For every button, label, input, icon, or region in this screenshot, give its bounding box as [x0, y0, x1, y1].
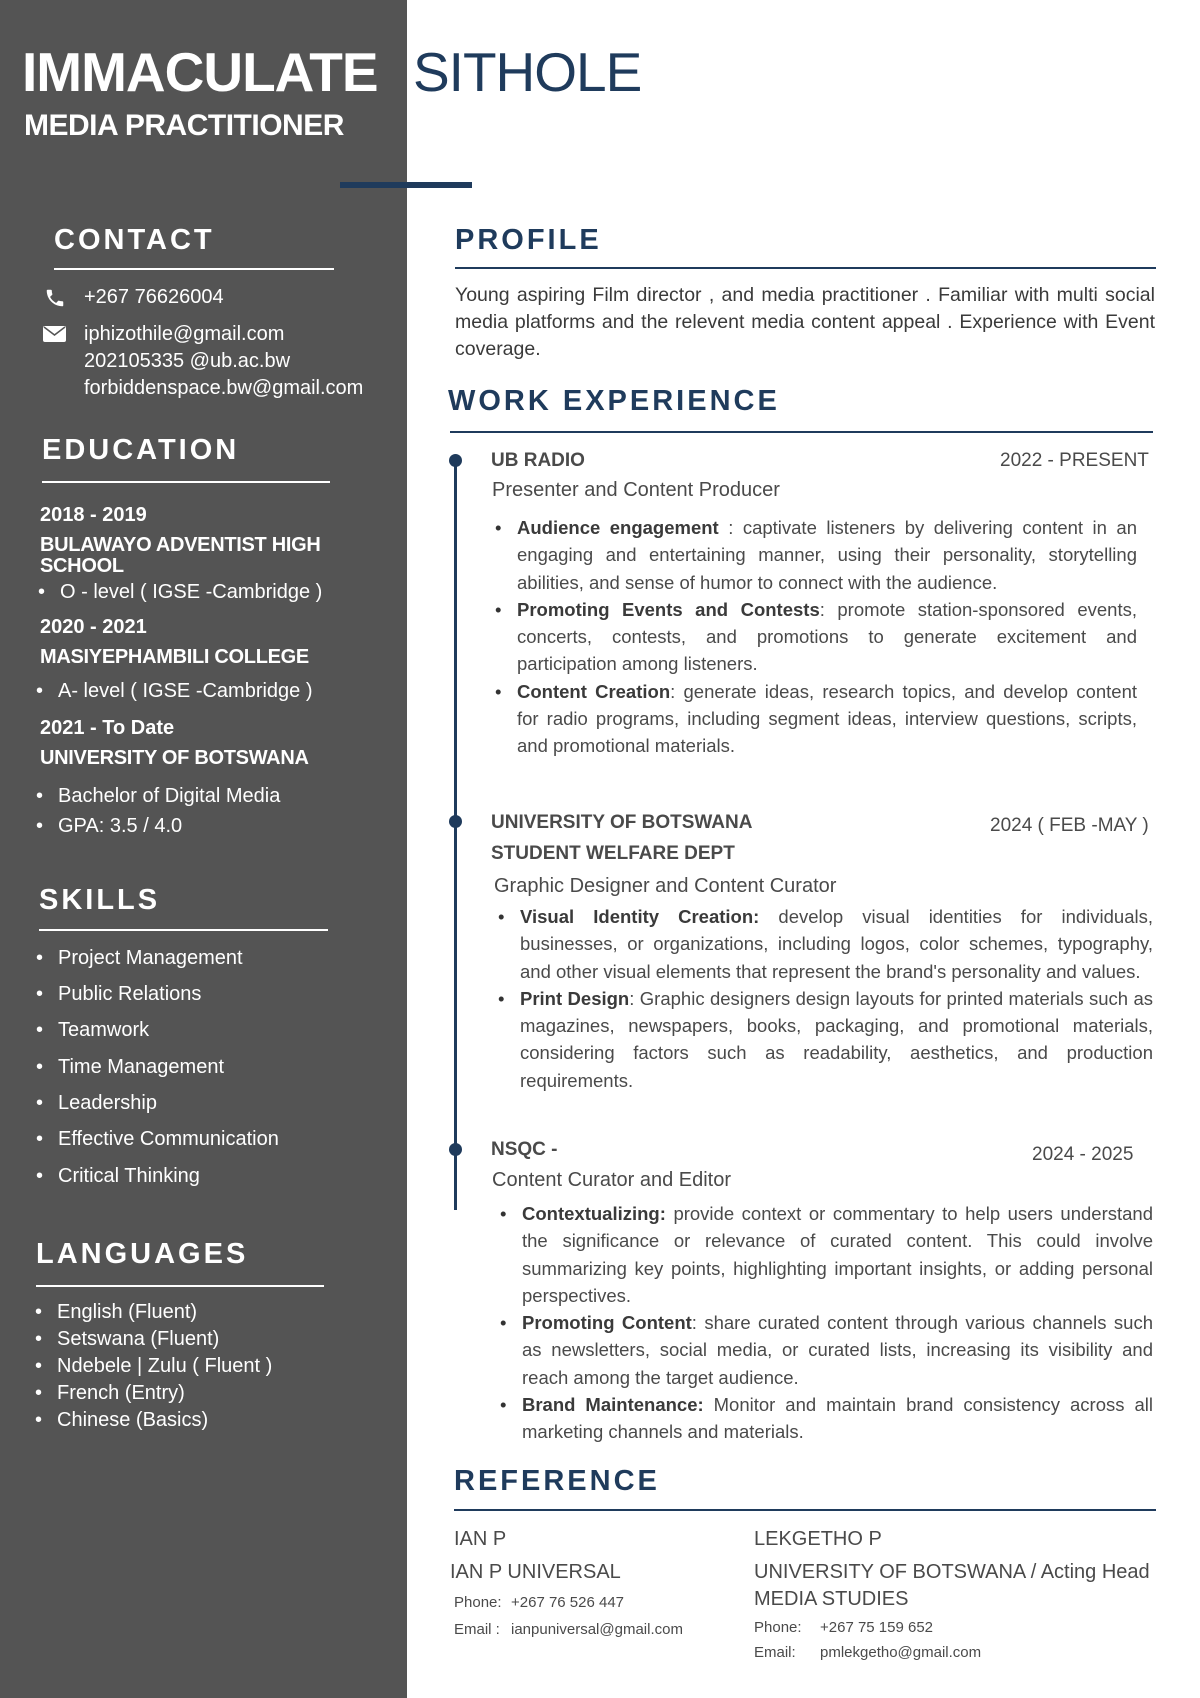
edu-school-1: BULAWAYO ADVENTIST HIGH SCHOOL — [40, 534, 321, 577]
edu-item-4: • GPA: 3.5 / 4.0 — [58, 815, 182, 838]
accent-bar — [340, 182, 472, 188]
ref-phone: +267 76 526 447 — [511, 1594, 625, 1611]
duty-item — [522, 1200, 1153, 1309]
language-item: • Ndebele | Zulu ( Fluent ) — [57, 1355, 272, 1378]
language-item: • French (Entry) — [57, 1382, 185, 1405]
duty-label: Brand Maintenance: — [522, 1394, 704, 1416]
language-item: • English (Fluent) — [57, 1301, 197, 1324]
contact-divider — [54, 268, 334, 270]
edu-item-2: • A- level ( IGSE -Cambridge ) — [58, 680, 313, 703]
edu-years-3: 2021 - To Date — [40, 717, 175, 739]
job-duties — [520, 903, 1153, 1094]
timeline-line — [454, 460, 457, 1210]
reference-divider — [454, 1509, 1156, 1511]
ref-phone: +267 75 159 652 — [820, 1619, 934, 1636]
language-item: • Chinese (Basics) — [57, 1409, 208, 1432]
contact-heading: CONTACT — [54, 224, 215, 256]
ref-name: IAN P — [454, 1528, 507, 1550]
timeline-dot — [449, 815, 462, 828]
duty-item: • Print Design: Graphic designers design layouts for printed materials such as magazines, newspapers, books, packaging, and promotional materials, considering factors such as readability, aesthetics, and production requirements. — [520, 985, 1153, 1094]
duty-text: captivate listeners by delivering content in an engaging and entertaining manner, using their personality, storytelling abilities, and sense of humor to connect with the audience. — [517, 517, 1137, 593]
skill-item: • Project Management — [58, 947, 243, 970]
ref-email-label: Email: — [754, 1644, 796, 1661]
education-heading: EDUCATION — [42, 434, 240, 466]
edu-school-2: MASIYEPHAMBILI COLLEGE — [40, 646, 309, 668]
ref-email-label: Email : — [454, 1621, 500, 1638]
duty-text: provide context or commentary to help users understand the significance or relevance of curated content. This could involve summarizing key points, highlighting important insights, or adding personal perspectives. — [522, 1203, 1153, 1306]
ref-email: pmlekgetho@gmail.com — [820, 1644, 982, 1661]
duty-item — [522, 1391, 1153, 1446]
duty-text: promote station-sponsored events, concerts, contests, and promotions to generate excitement and participation among listeners. — [517, 598, 1137, 675]
profile-heading: PROFILE — [455, 224, 602, 256]
duty-label: Visual Identity Creation: — [520, 906, 760, 927]
duty-text: Graphic designers design layouts for printed materials such as magazines, newspapers, books, packaging, and promotional materials, considering factors such as readability, aesthetics, and production requirements. — [520, 987, 1154, 1091]
ref-name: LEKGETHO P — [754, 1528, 882, 1550]
duty-item: • Promoting Content: share curated content through various channels such as newsletters, social media, or curated lists, increasing its visibility and reach among the target audience. — [522, 1309, 1153, 1391]
ref-phone-label: Phone: — [454, 1594, 502, 1611]
last-name: SITHOLE — [413, 41, 642, 103]
edu-years-1: 2018 - 2019 — [40, 504, 147, 526]
skill-item: • Public Relations — [58, 983, 201, 1006]
profile-divider — [455, 267, 1156, 269]
job-department: STUDENT WELFARE DEPT — [491, 843, 735, 864]
timeline-dot — [449, 1143, 462, 1156]
reference-heading: REFERENCE — [454, 1465, 660, 1497]
ref-phone-label: Phone: — [754, 1619, 802, 1636]
ref-org: UNIVERSITY OF BOTSWANA / Acting Head MEDIA STUDIES — [754, 1561, 1150, 1610]
job-org: UB RADIO — [491, 450, 585, 471]
duty-item: • Promoting Events and Contests: promote station-sponsored events, concerts, contests, and promotions to generate excitement and participation among listeners. — [517, 596, 1137, 678]
duty-label: Print Design — [520, 987, 630, 1009]
skills-heading: SKILLS — [39, 884, 161, 916]
contact-email-3: forbiddenspace.bw@gmail.com — [84, 377, 364, 399]
skill-item: • Critical Thinking — [58, 1165, 200, 1188]
duty-label: Content Creation — [517, 680, 671, 702]
edu-years-2: 2020 - 2021 — [40, 616, 147, 638]
duty-text: share curated content through various channels such as newsletters, social media, or curated lists, increasing its visibility and reach among the target audience. — [522, 1312, 1153, 1388]
work-divider — [450, 431, 1153, 433]
education-divider — [42, 481, 330, 483]
contact-email-1: iphizothile@gmail.com — [84, 323, 285, 345]
edu-school-3: UNIVERSITY OF BOTSWANA — [40, 747, 309, 769]
duty-item: • Content Creation: generate ideas, research topics, and develop content for radio programs, including segment ideas, interview questions, scripts, and promotional materials. — [517, 678, 1137, 760]
skill-item: • Time Management — [58, 1056, 224, 1079]
job-date: 2024 - 2025 — [1032, 1144, 1134, 1165]
ref-email: ianpuniversal@gmail.com — [511, 1621, 683, 1638]
ref-org: IAN P UNIVERSAL — [450, 1561, 621, 1583]
languages-heading: LANGUAGES — [36, 1238, 249, 1270]
edu-item-3: • Bachelor of Digital Media — [58, 785, 280, 808]
duty-item — [520, 903, 1153, 985]
duty-label: Promoting Events and Contests — [517, 598, 820, 620]
work-heading: WORK EXPERIENCE — [448, 385, 780, 417]
duty-label: Contextualizing: — [522, 1203, 666, 1224]
first-name: IMMACULATE — [22, 41, 378, 103]
skill-item: • Leadership — [58, 1092, 157, 1115]
duty-item: • Audience engagement : captivate listeners by delivering content in an engaging and entertaining manner, using their personality, storytelling abilities, and sense of humor to connect with the audience. — [517, 514, 1137, 596]
duty-text: Monitor and maintain brand consistency across all marketing channels and materials. — [522, 1394, 1153, 1443]
timeline-dot — [449, 454, 462, 467]
job-duties — [517, 514, 1137, 760]
duty-text: develop visual identities for individuals, businesses, or organizations, including logos, color schemes, typography, and other visual elements that represent the brand's personality and values. — [520, 906, 1153, 982]
job-role: Graphic Designer and Content Curator — [494, 875, 837, 897]
job-role: Content Curator and Editor — [492, 1169, 732, 1191]
envelope-icon — [43, 326, 66, 342]
languages-divider — [36, 1285, 324, 1287]
contact-email-2: 202105335 @ub.ac.bw — [84, 350, 291, 372]
skill-item: • Teamwork — [58, 1019, 149, 1042]
job-duties — [522, 1200, 1153, 1446]
job-org: UNIVERSITY OF BOTSWANA — [491, 812, 753, 833]
job-org: NSQC - — [491, 1139, 558, 1160]
duty-label: Audience engagement — [517, 517, 719, 538]
contact-phone: +267 76626004 — [84, 286, 224, 308]
duty-text: generate ideas, research topics, and develop content for radio programs, including segment ideas, interview questions, scripts, and promotional materials. — [517, 680, 1137, 757]
phone-icon — [44, 287, 66, 309]
job-role: Presenter and Content Producer — [492, 479, 780, 501]
duty-label: Promoting Content — [522, 1312, 692, 1334]
language-item: • Setswana (Fluent) — [57, 1328, 219, 1351]
job-date: 2022 - PRESENT — [1000, 450, 1149, 471]
profile-summary: Young aspiring Film director , and media practitioner . Familiar with multi social media platforms and the relevent media content appeal . Experience with Event coverage. — [455, 284, 1155, 360]
skill-item: • Effective Communication — [58, 1128, 279, 1151]
edu-item-1: • O - level ( IGSE -Cambridge ) — [60, 581, 322, 604]
job-date: 2024 ( FEB -MAY ) — [990, 815, 1149, 836]
job-title: MEDIA PRACTITIONER — [24, 109, 344, 142]
skills-divider — [39, 929, 328, 931]
